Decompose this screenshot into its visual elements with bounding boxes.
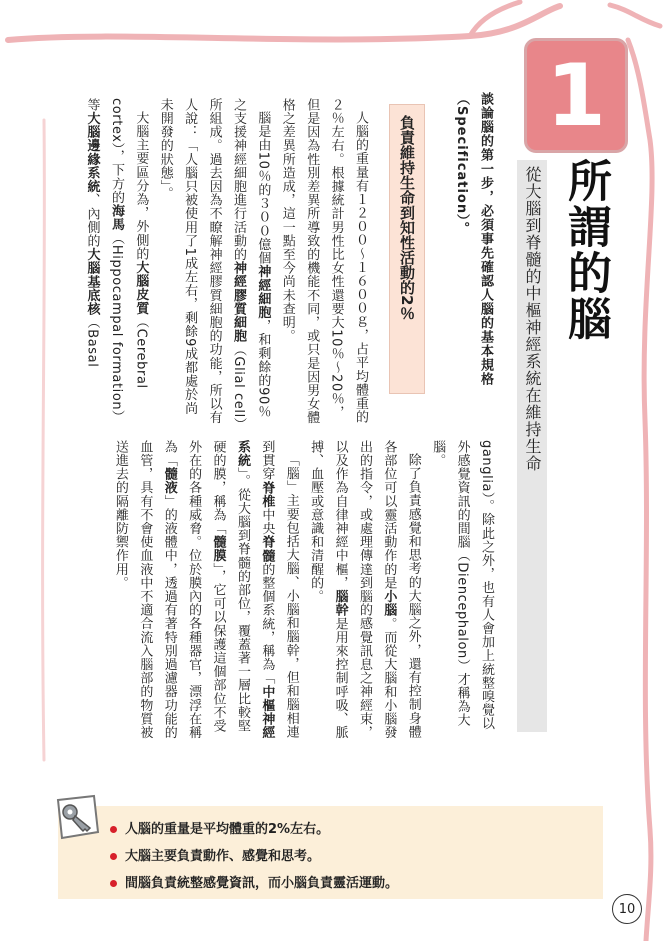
paragraph-regions-cont: ganglia）。除此之外，也有人會加上統整嗅覺以外感覺資訊的間腦（Diencephalon）才稱為大腦。 xyxy=(430,440,494,731)
paragraph-weight: 人腦的重量有１２００～１６００ｇ，占平均體重的２％左右。根據統計男性比女性還要大10％～20％，但是因為性別差異所導致的機能不同，或只是因男女體格之差異所造成，這一點至今尚未查明。 xyxy=(279,98,368,425)
paragraph-cns: 「腦」主要包括大腦、小腦和腦幹，但和腦相連到貫穿脊椎中央脊髓的整個系統，稱為「中樞神經系統」。從大腦到脊髓的部位，覆蓋著一層比較堅硬的膜，稱為「髓膜」，它可以保護這個部位不受外在的各種威脅。位於膜內的各種器官，漂浮在稱為「髓液」的液體中，透過有著特別過濾器功能的血管，具有不會使血液中不適合流入腦部的物質被送進去的隔離防禦作用。 xyxy=(112,440,299,740)
lead-paragraph: 談論腦的第一步，必須事先確認人腦的基本規格（Specification）。 xyxy=(454,92,493,386)
paragraph-cerebellum: 除了負責感覺和思考的大腦之外，還有控制身體各部位可以靈活動作的是小腦。而從大腦和小腦發出的指令，或處理傳達到腦的感覺訊息之神經束，以及作為自律神經中樞，腦幹是用來控制呼吸、脈搏、血壓或意識和清醒的。 xyxy=(308,440,421,740)
chapter-title: 所謂的腦 xyxy=(560,158,611,342)
body-text-top xyxy=(72,98,372,428)
bullet-icon xyxy=(110,826,117,833)
key-icon xyxy=(52,792,104,844)
summary-item: 人腦的重量是平均體重的2%左右。 xyxy=(110,816,398,843)
paragraph-cells: 腦是由10％的３００億個神經細胞，和剩餘的90％之支援神經細胞進行活動的神經膠質細胞（Glial cell）所組成。過去因為不瞭解神經膠質細胞的功能，所以有人說：「人腦只被使用了1成左右，剩餘9成都處於尚未開發的狀態」。 xyxy=(157,98,271,425)
section-heading: 負責維持生命到知性活動的2％ xyxy=(389,104,425,394)
bullet-icon xyxy=(110,853,117,860)
body-text-bottom xyxy=(78,440,498,740)
bullet-icon xyxy=(110,880,117,887)
chapter-number: 1 xyxy=(546,45,606,146)
summary-list xyxy=(110,816,398,897)
page-number: 10 xyxy=(612,894,642,924)
chapter-subtitle: 從大腦到脊髓的中樞神經系統在維持生命 xyxy=(523,166,542,472)
chapter-badge xyxy=(524,38,628,153)
summary-item: 間腦負責統整感覺資訊，而小腦負責靈活運動。 xyxy=(110,870,398,897)
summary-item: 大腦主要負責動作、感覺和思考。 xyxy=(110,843,398,870)
paragraph-regions: 大腦主要區分為，外側的大腦皮質（Cerebral cortex），下方的海馬（Hippocampal formation）等大腦邊緣系統、內側的大腦基底核（Basal xyxy=(84,98,149,424)
